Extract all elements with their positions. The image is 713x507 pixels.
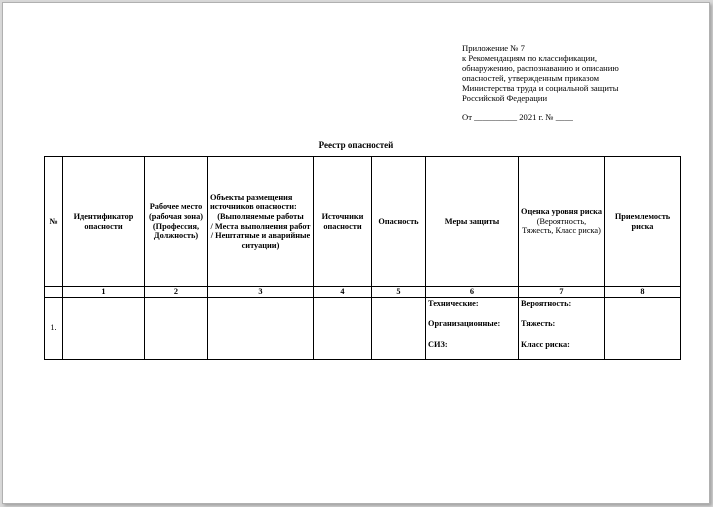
header-workplace-sub: (Профессия, Должность)	[152, 221, 200, 241]
appendix-note	[462, 43, 662, 122]
cell-hazard-objects	[208, 297, 314, 359]
cell-workplace	[145, 297, 208, 359]
column-number-row	[45, 287, 681, 298]
column-number: 1	[63, 287, 145, 298]
column-number: 5	[372, 287, 426, 298]
appendix-line-4: опасностей, утвержденным приказом	[462, 73, 600, 83]
header-risk-assessment	[519, 157, 605, 287]
measure-technical: Технические:	[428, 298, 479, 308]
measure-ppe: СИЗ:	[428, 339, 448, 349]
header-objects-works: (Выполняемые работы	[217, 211, 304, 221]
header-workplace	[145, 157, 208, 287]
risk-class: Класс риска:	[521, 339, 570, 349]
header-protection-measures: Меры защиты	[426, 157, 519, 287]
header-risk-main: Оценка уровня риска	[521, 207, 602, 217]
row-number: 1.	[45, 297, 63, 359]
header-hazard-id: Идентификатор опасности	[63, 157, 145, 287]
header-risk-sub: (Вероятность, Тяжесть, Класс риска)	[522, 216, 601, 236]
header-objects-places: / Места выполнения работ	[210, 221, 311, 231]
cell-risk-acceptability	[605, 297, 681, 359]
header-risk-acceptability: Приемлемость риска	[605, 157, 681, 287]
header-hazard-objects	[208, 157, 314, 287]
document-title: Реестр опасностей	[318, 140, 394, 150]
appendix-line-1: Приложение № 7	[462, 43, 525, 53]
header-row	[45, 157, 681, 287]
appendix-line-6: Российской Федерации	[462, 93, 548, 103]
risk-severity: Тяжесть:	[521, 319, 556, 329]
appendix-line-3: обнаружению, распознаванию и описанию	[462, 63, 619, 73]
column-number: 2	[145, 287, 208, 298]
cell-hazard	[372, 297, 426, 359]
cell-protection-measures	[426, 297, 519, 359]
measure-organizational: Организационные:	[428, 319, 501, 329]
header-objects-emergency: / Нештатные и аварийные ситуации)	[210, 231, 311, 250]
column-number-blank	[45, 287, 63, 298]
cell-risk-assessment	[519, 297, 605, 359]
appendix-date: От __________ 2021 г. № ____	[462, 112, 573, 122]
risk-probability: Вероятность:	[521, 298, 572, 308]
hazard-register-table	[44, 156, 681, 360]
column-number: 3	[208, 287, 314, 298]
header-number: №	[45, 157, 63, 287]
appendix-line-5: Министерства труда и социальной защиты	[462, 83, 619, 93]
header-hazard-sources: Источники опасности	[314, 157, 372, 287]
column-number: 6	[426, 287, 519, 298]
header-hazard: Опасность	[372, 157, 426, 287]
column-number: 8	[605, 287, 681, 298]
table-row	[45, 297, 681, 359]
header-workplace-main: Рабочее место (рабочая зона)	[148, 202, 203, 221]
appendix-line-2: к Рекомендациям по классификации,	[462, 53, 597, 63]
column-number: 7	[519, 287, 605, 298]
cell-hazard-id	[63, 297, 145, 359]
column-number: 4	[314, 287, 372, 298]
header-objects-main: Объекты размещения источников опасности:	[210, 192, 297, 212]
cell-hazard-sources	[314, 297, 372, 359]
document-page	[2, 2, 710, 504]
